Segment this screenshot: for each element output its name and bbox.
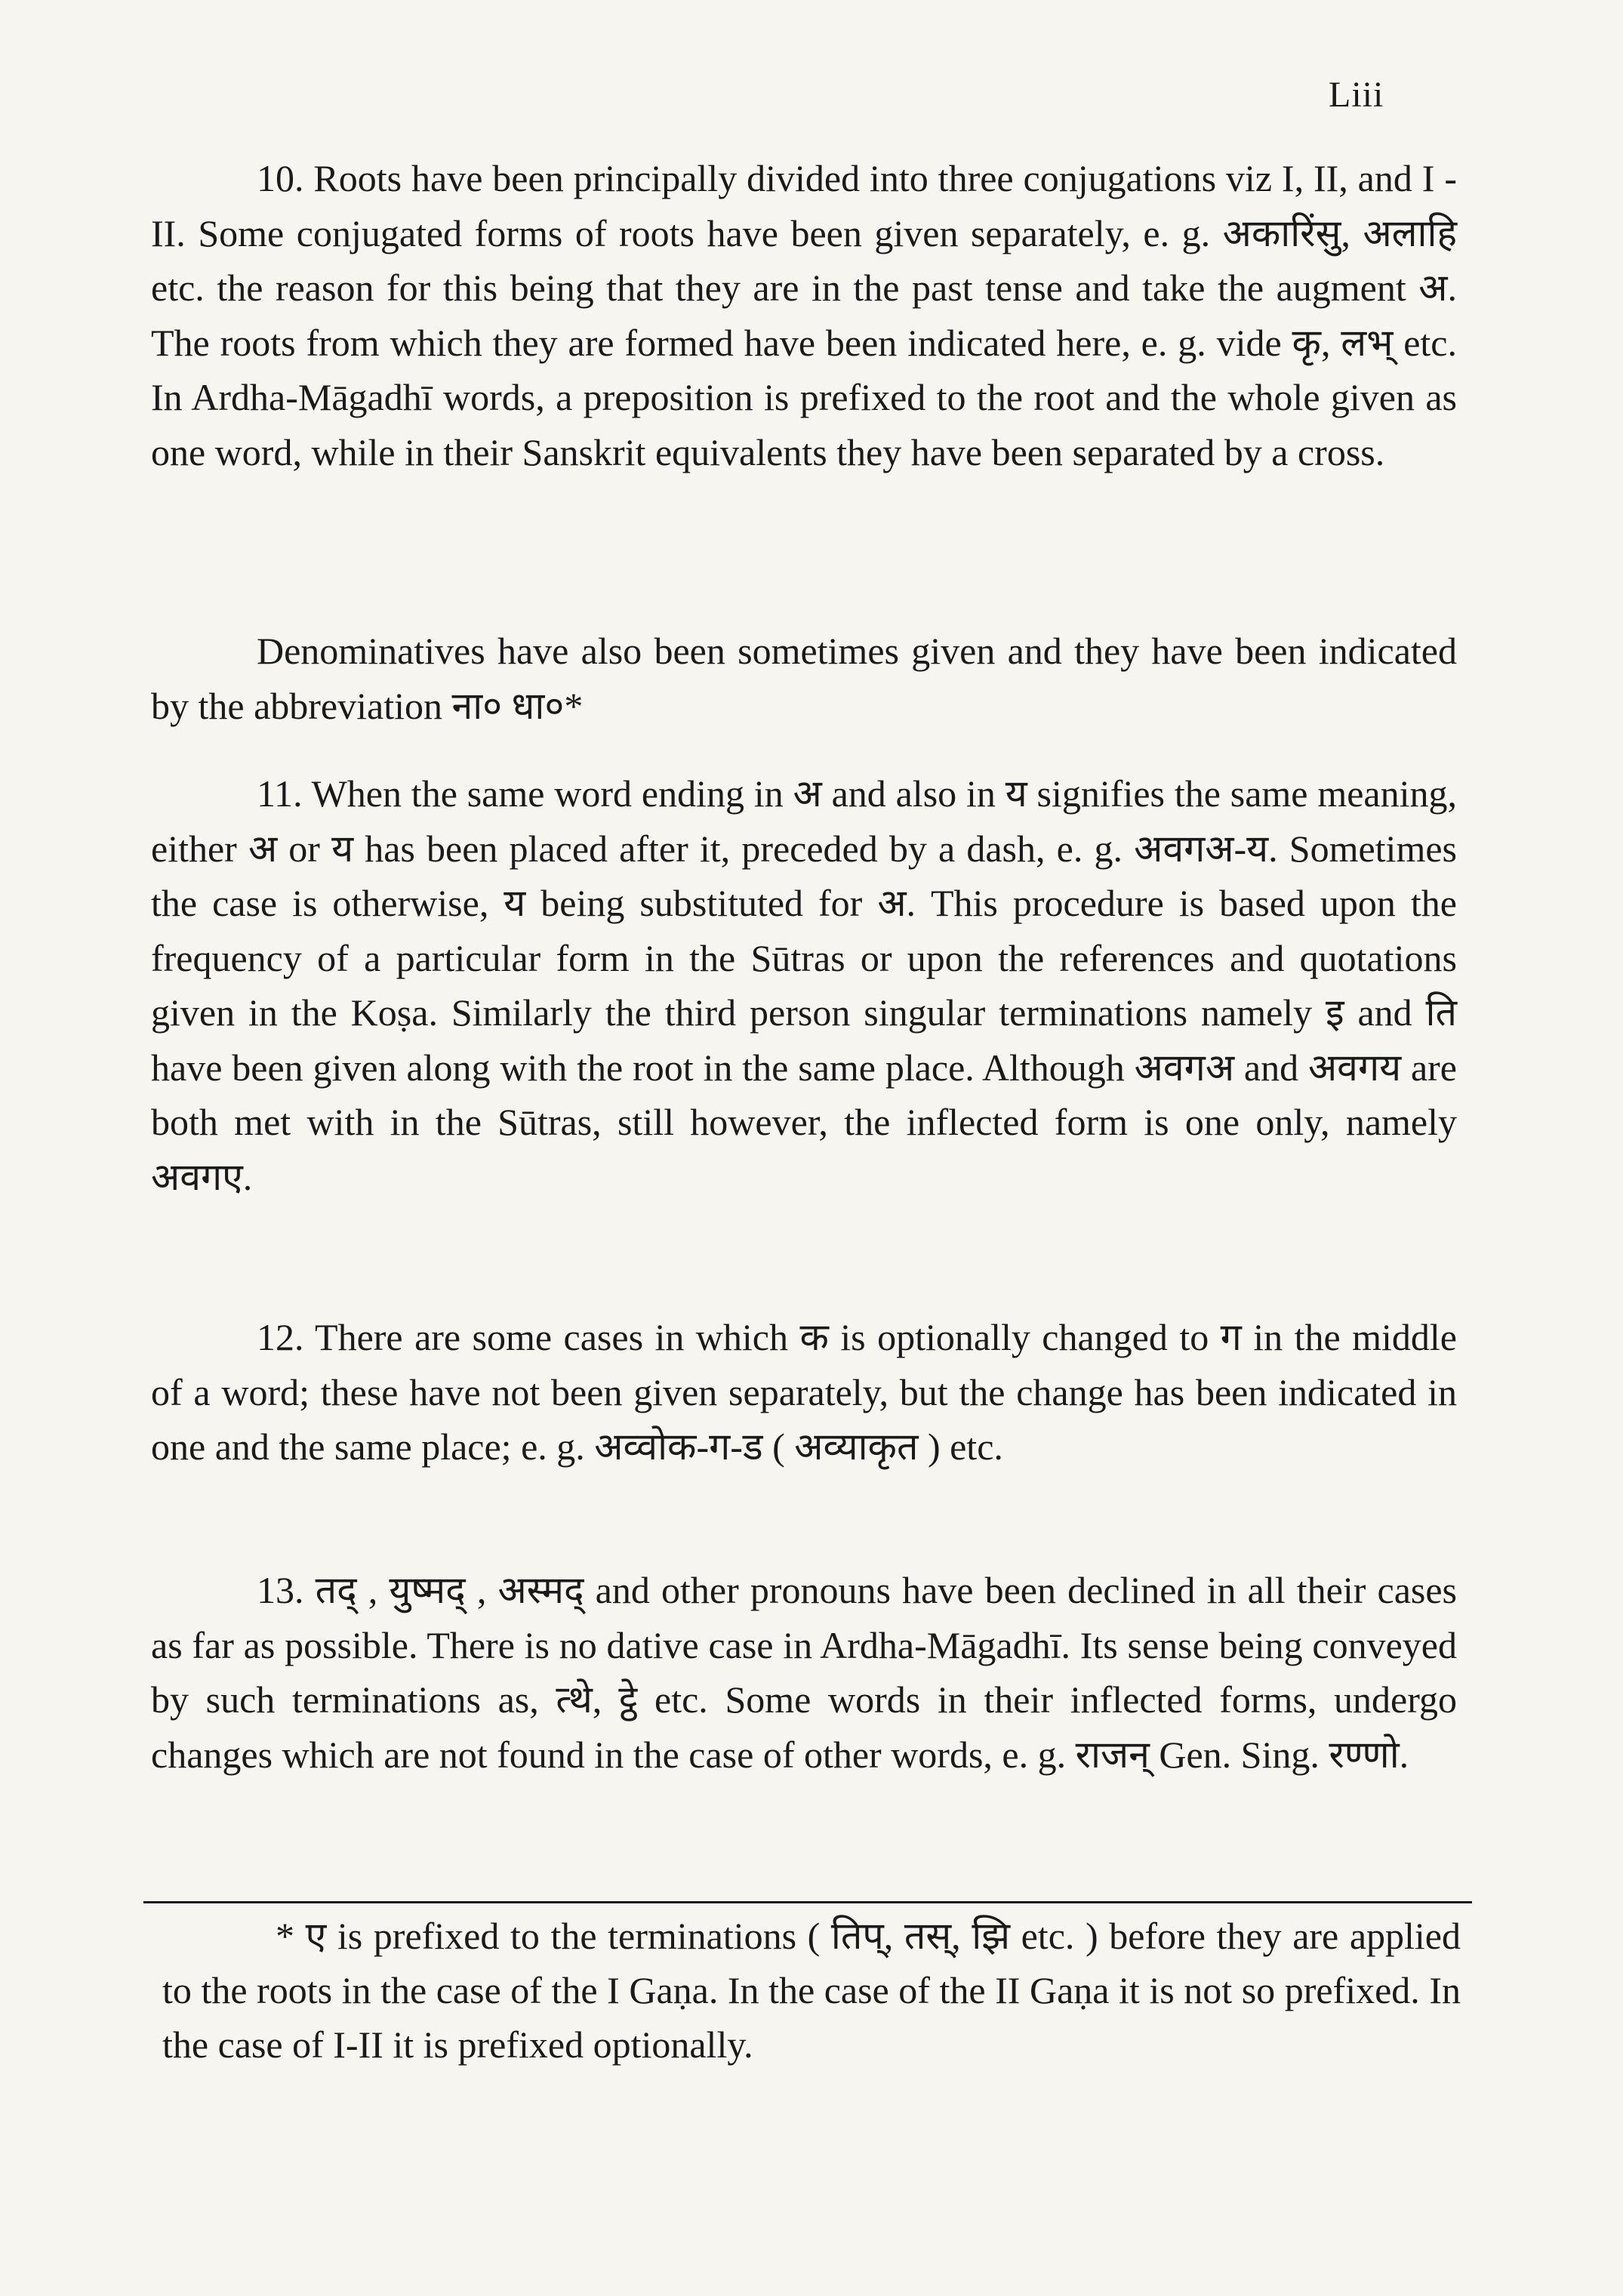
paragraph-13: 13. तद् , युष्मद् , अस्मद् and other pronouns have been declined in all their cases as far as possible. There is no dative case in Ardha-Māgadhī. Its sense being conveyed by such terminations as, त्थे, ट्ठे etc. Some words in their inflected forms, undergo changes which are not found in the case of other words, e. g. राजन् Gen. Sing. रण्णो.: [151, 1569, 1457, 1776]
page-number: Liii: [1329, 75, 1384, 115]
paragraph-denominatives: Denominatives have also been sometimes given and they have been indicated by the abbreviation ना० धा०*: [151, 630, 1457, 727]
paragraph-12: 12. There are some cases in which क is optionally changed to ग in the middle of a word; these have not been given separately, but the change has been indicated in one and the same place; e. g. अव्वोक-ग-ड ( अव्याकृत ) etc.: [151, 1316, 1457, 1468]
paragraph-10: 10. Roots have been principally divided into three conjugations viz I, II, and I - II. Some conjugated forms of roots have been given separately, e. g. अकारिंसु, अलाहि etc. the reason for this being that they are in the past tense and take the augment अ. The roots from which they are formed have been indicated here, e. g. vide कृ, लभ् etc. In Ardha-Māgadhī words, a preposition is prefixed to the root and the whole given as one word, while in their Sanskrit equivalents they have been separated by a cross.: [151, 157, 1457, 473]
paragraph-11: 11. When the same word ending in अ and also in य signifies the same meaning, either अ or य has been placed after it, preceded by a dash, e. g. अवगअ-य. Sometimes the case is otherwise, य being substituted for अ. This procedure is based upon the frequency of a particular form in the Sūtras or upon the references and quotations given in the Koṣa. Similarly the third person singular terminations namely इ and ति have been given along with the root in the same place. Although अवगअ and अवगय are both met with in the Sūtras, still however, the inflected form is one only, namely अवगए.: [151, 772, 1457, 1198]
footnote-divider: [143, 1901, 1472, 1903]
footnote: * ए is prefixed to the terminations ( तिप्, तस्, झि etc. ) before they are applied to the roots in the case of the I Gaṇa. In the case of the II Gaṇa it is not so prefixed. In the case of I-II it is prefixed optionally.: [162, 1915, 1461, 2066]
